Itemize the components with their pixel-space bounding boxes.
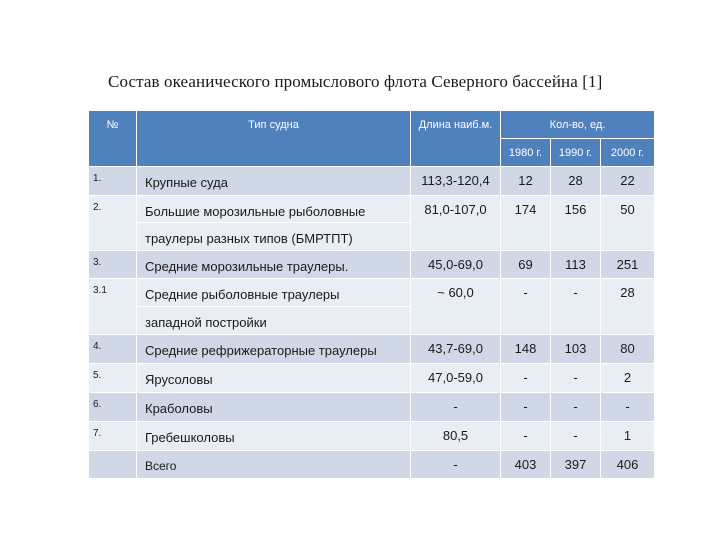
row-number: 2. — [89, 196, 137, 251]
table-row — [89, 196, 655, 223]
vessel-type: Ярусоловы — [137, 364, 411, 393]
vessel-length: 80,5 — [411, 422, 501, 451]
count-2000: 50 — [601, 196, 655, 251]
fleet-table — [88, 110, 655, 479]
row-number — [89, 451, 137, 479]
vessel-length: - — [411, 451, 501, 479]
vessel-length: 47,0-59,0 — [411, 364, 501, 393]
count-1980: 69 — [501, 251, 551, 279]
count-2000: 1 — [601, 422, 655, 451]
header-type: Тип судна — [137, 111, 411, 167]
total-2000: 406 — [601, 451, 655, 479]
table-row — [89, 279, 655, 307]
header-length: Длина наиб.м. — [411, 111, 501, 167]
count-2000: 2 — [601, 364, 655, 393]
count-1990: - — [551, 279, 601, 335]
row-number: 5. — [89, 364, 137, 393]
count-1980: 12 — [501, 167, 551, 196]
vessel-type: Крупные суда — [137, 167, 411, 196]
vessel-type: Средние морозильные траулеры. — [137, 251, 411, 279]
count-1980: - — [501, 393, 551, 422]
count-1980: - — [501, 364, 551, 393]
count-2000: 22 — [601, 167, 655, 196]
vessel-type: Средние рыболовные траулеры — [137, 279, 411, 307]
header-year-2000: 2000 г. — [601, 139, 655, 167]
header-year-1980: 1980 г. — [501, 139, 551, 167]
vessel-type: Большие морозильные рыболовные — [137, 196, 411, 223]
page-title: Состав океанического промыслового флота Северного бассейна [1] — [108, 72, 603, 91]
count-1990: - — [551, 422, 601, 451]
count-1980: - — [501, 279, 551, 335]
count-2000: 80 — [601, 335, 655, 364]
table-row — [89, 393, 655, 422]
row-number: 3.1 — [89, 279, 137, 335]
count-1990: 28 — [551, 167, 601, 196]
vessel-type-continued: траулеры разных типов (БМРТПТ) — [137, 223, 411, 251]
table-row — [89, 422, 655, 451]
count-1990: 103 — [551, 335, 601, 364]
row-number: 4. — [89, 335, 137, 364]
total-1990: 397 — [551, 451, 601, 479]
count-1990: - — [551, 364, 601, 393]
count-1980: - — [501, 422, 551, 451]
header-year-1990: 1990 г. — [551, 139, 601, 167]
vessel-type: Гребешколовы — [137, 422, 411, 451]
total-1980: 403 — [501, 451, 551, 479]
count-1990: 113 — [551, 251, 601, 279]
vessel-type: Краболовы — [137, 393, 411, 422]
count-2000: 251 — [601, 251, 655, 279]
row-number: 1. — [89, 167, 137, 196]
vessel-length: 113,3-120,4 — [411, 167, 501, 196]
row-number: 6. — [89, 393, 137, 422]
vessel-length: - — [411, 393, 501, 422]
vessel-length: 81,0-107,0 — [411, 196, 501, 251]
total-label: Всего — [137, 451, 411, 479]
vessel-type-continued: западной постройки — [137, 307, 411, 335]
table-row — [89, 167, 655, 196]
vessel-length: 45,0-69,0 — [411, 251, 501, 279]
count-2000: 28 — [601, 279, 655, 335]
count-2000: - — [601, 393, 655, 422]
row-number: 7. — [89, 422, 137, 451]
vessel-length: 43,7-69,0 — [411, 335, 501, 364]
table-row — [89, 364, 655, 393]
table-row — [89, 251, 655, 279]
count-1980: 148 — [501, 335, 551, 364]
table-total-row — [89, 451, 655, 479]
vessel-type: Средние рефрижераторные траулеры — [137, 335, 411, 364]
table-row — [89, 335, 655, 364]
count-1990: - — [551, 393, 601, 422]
header-count: Кол-во, ед. — [501, 111, 655, 139]
header-num: № — [89, 111, 137, 167]
count-1980: 174 — [501, 196, 551, 251]
table-header-row — [89, 111, 655, 139]
vessel-length: ~ 60,0 — [411, 279, 501, 335]
row-number: 3. — [89, 251, 137, 279]
count-1990: 156 — [551, 196, 601, 251]
